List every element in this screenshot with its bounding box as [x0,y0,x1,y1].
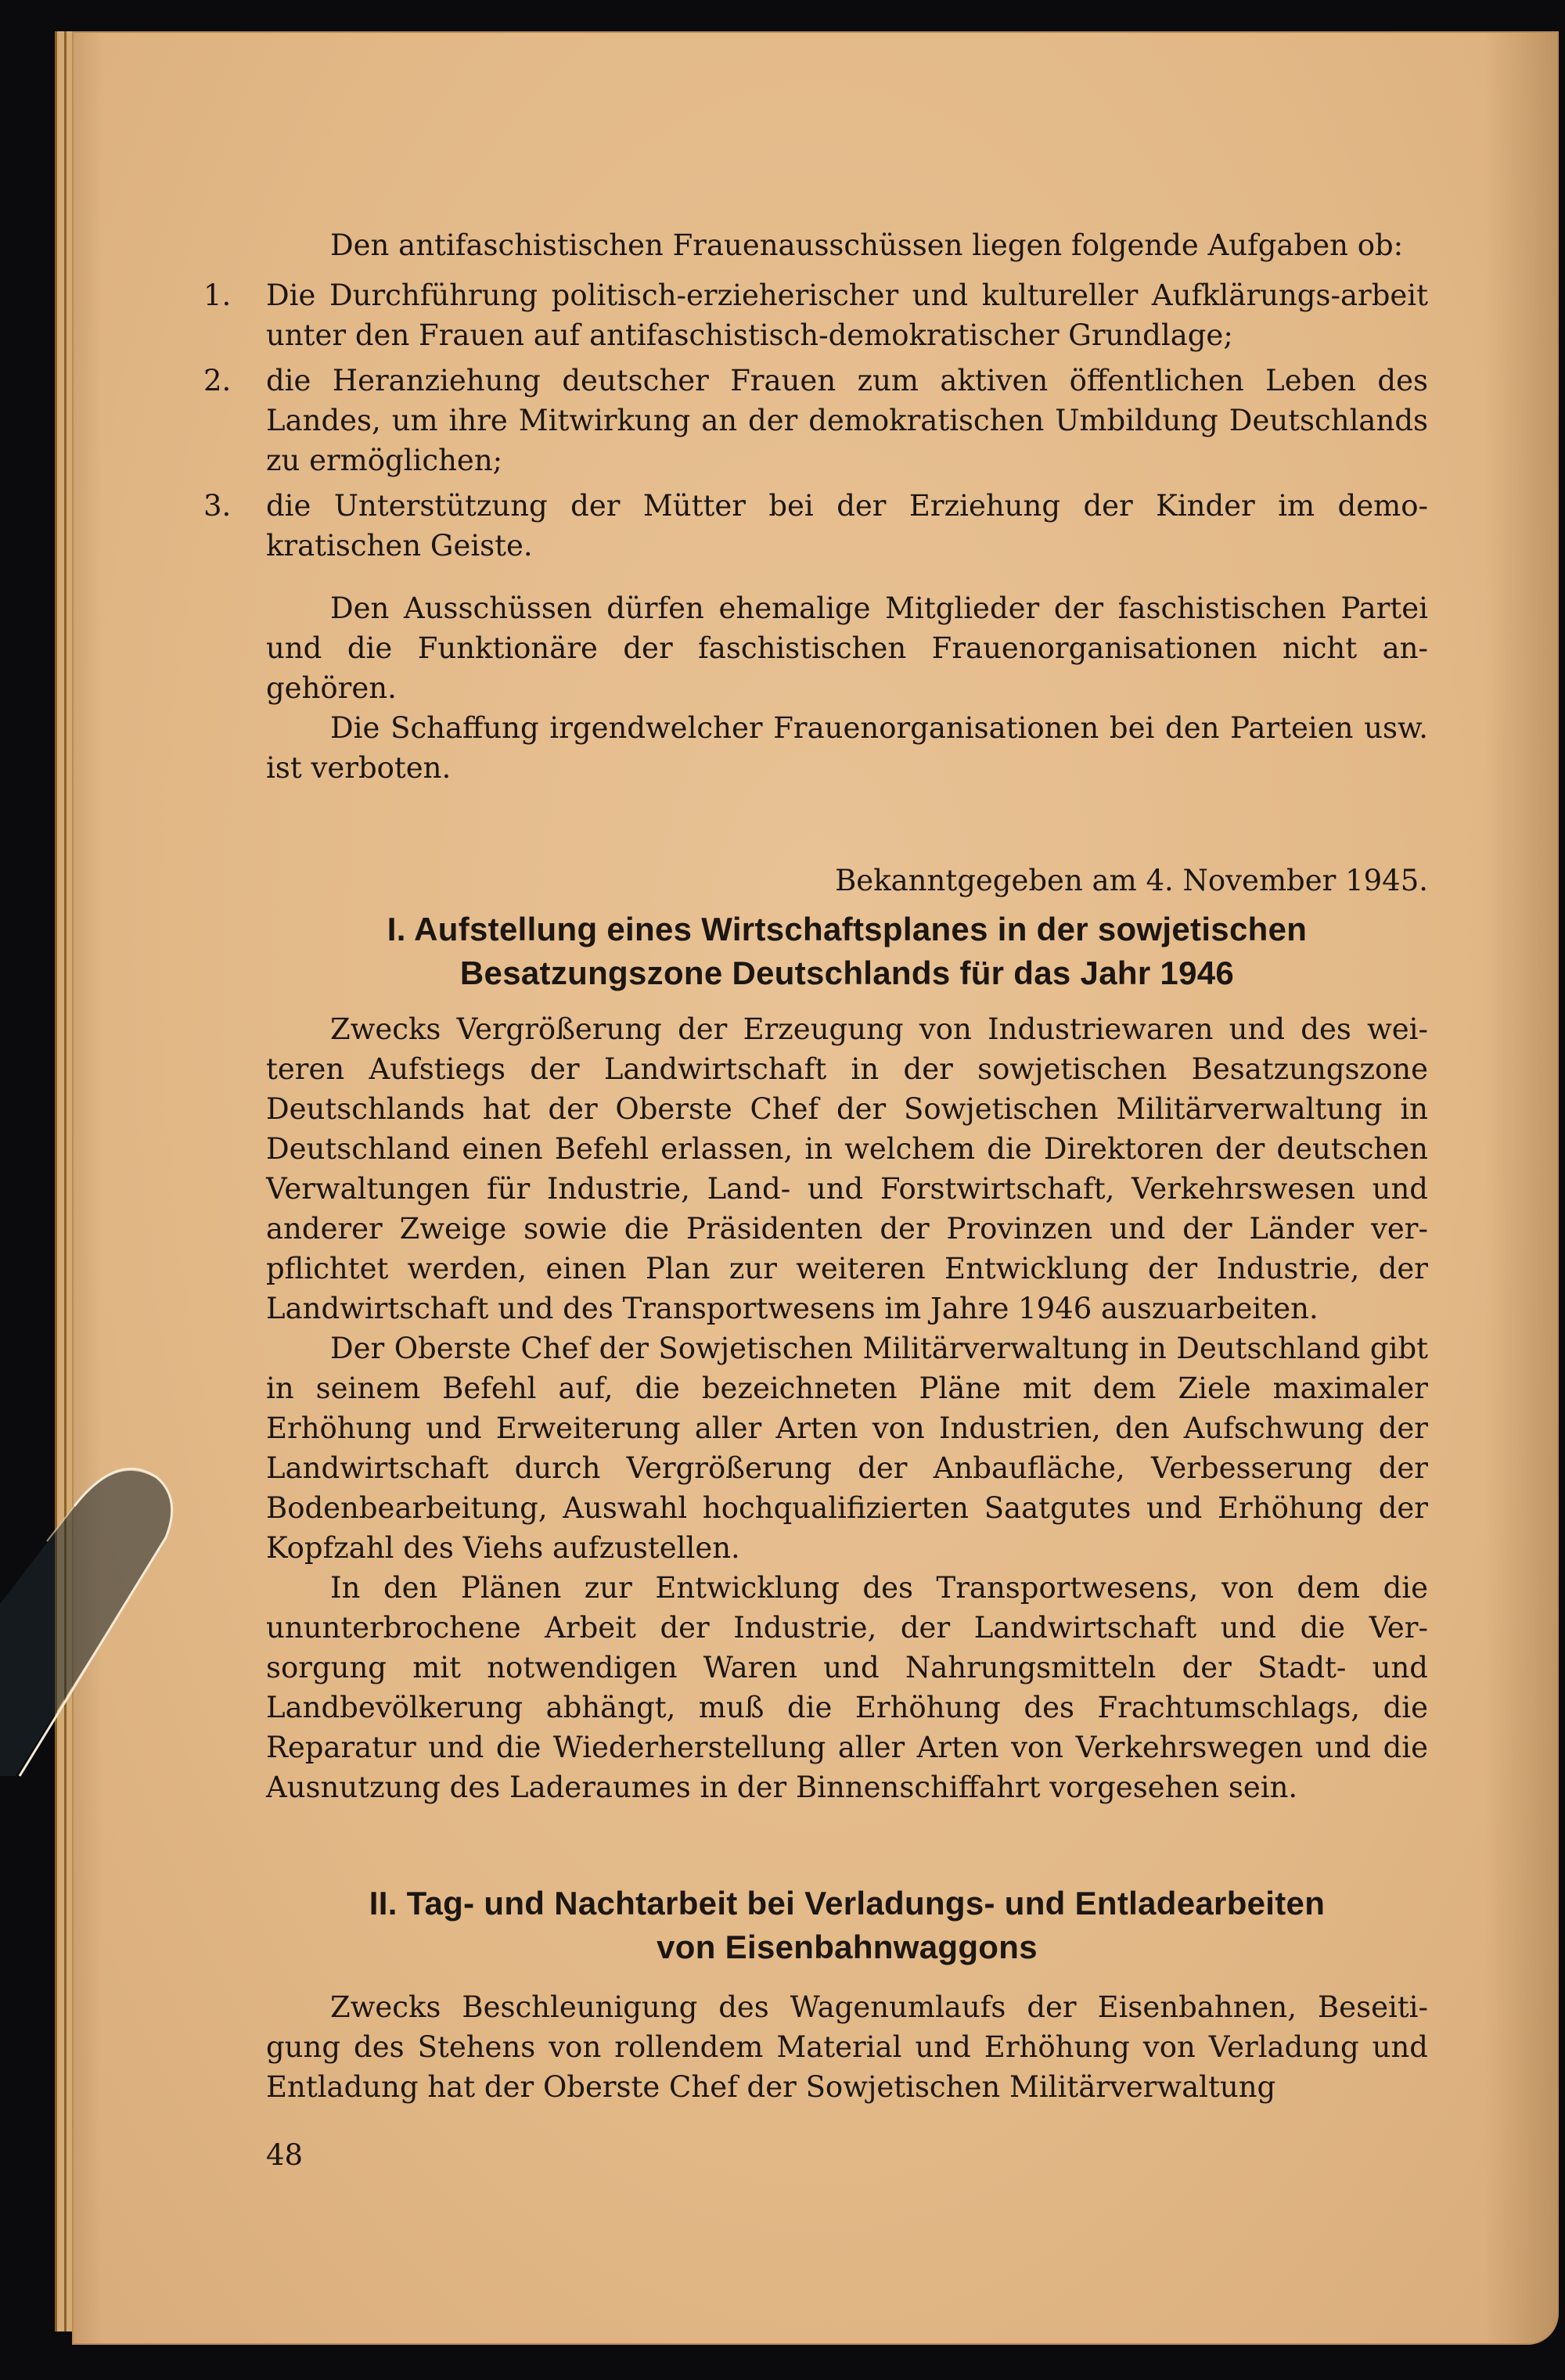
section-1-title-line-1: I. Aufstellung eines Wirtschaftsplanes in der sowjetischen [387,911,1308,947]
page-number: 48 [266,2138,304,2172]
prohibition-paragraph: Die Schaffung irgendwelcher Frauenorganisationen bei den Parteien usw. ist verboten. [266,711,1428,785]
task-text: Die Durchführung politisch-erzieherischer und kultureller Aufklärungs-arbeit unter den Frauen auf antifaschistisch-demokratischer Grundlage; [266,279,1428,352]
intro-block [266,225,1428,265]
section-2-title-line-2: von Eisenbahnwaggons [657,1929,1038,1965]
section-2-paragraph: Zwecks Beschleunigung des Wagenumlaufs der Eisenbahnen, Beseiti-gung des Stehens von rollendem Material und Erhöhung von Verladung und Entladung hat der Oberste Chef der Sowjetischen Militärverwaltung [266,1990,1428,2104]
task-item [203,361,1428,480]
section-1-body [266,1009,1428,1807]
section-1-paragraph: Der Oberste Chef der Sowjetischen Militärverwaltung in Deutschland gibt in seinem Befehl auf, die bezeichneten Pläne mit dem Ziele maximaler Erhöhung und Erweiterung aller Arten von Industrien, den Aufschwung der Landwirtschaft durch Vergrößerung der Anbaufläche, Verbesserung der Bodenbearbeitung, Auswahl hochqualifizierten Saatgutes und Erhöhung der Kopfzahl des Viehs aufzustellen. [266,1332,1428,1565]
section-1-paragraph: Zwecks Vergrößerung der Erzeugung von Industriewaren und des wei-teren Aufstiegs der Landwirtschaft in der sowjetischen Besatzungszone Deutschlands hat der Oberste Chef der Sowjetischen Militärverwaltung in Deutschland einen Befehl erlassen, in welchem die Direktoren der deutschen Verwaltungen für Industrie, Land- und Forstwirtschaft, Verkehrswesen und anderer Zweige sowie die Präsidenten der Provinzen und der Länder ver-pflichtet werden, einen Plan zur weiteren Entwicklung der Industrie, der Landwirtschaft und des Transportwesens im Jahre 1946 auszuarbeiten. [266,1012,1428,1325]
glass-clip-icon [0,1408,188,1784]
task-number: 1. [203,279,232,312]
task-number: 2. [203,364,232,397]
section-2-title-line-1: II. Tag- und Nachtarbeit bei Verladungs- und Entladearbeiten [369,1885,1326,1922]
announcement-date: Bekanntgegeben am 4. November 1945. [835,864,1428,897]
section-1 [266,908,1428,995]
exclusion-block [266,588,1428,788]
task-text: die Heranziehung deutscher Frauen zum aktiven öffentlichen Leben des Landes, um ihre Mitwirkung an der demokratischen Umbildung Deutschlands zu ermöglichen; [266,364,1428,477]
task-list [203,275,1428,566]
announcement-block [266,861,1428,901]
section-2-body [266,1987,1428,2107]
section-2 [266,1882,1428,1969]
exclusion-paragraph: Den Ausschüssen dürfen ehemalige Mitglieder der faschistischen Partei und die Funktionäre der faschistischen Frauenorganisationen nicht an-gehören. [266,591,1428,705]
task-item [203,486,1428,566]
section-1-paragraph: In den Plänen zur Entwicklung des Transportwesens, von dem die ununterbrochene Arbeit der Industrie, der Landwirtschaft und die Ver-sorgung mit notwendigen Waren und Nahrungsmitteln der Stadt- und Landbevölkerung abhängt, muß die Erhöhung des Frachtumschlags, die Reparatur und die Wiederherstellung aller Arten von Verkehrswegen und die Ausnutzung des Laderaumes in der Binnenschiffahrt vorgesehen sein. [266,1571,1428,1804]
intro-text: Den antifaschistischen Frauenausschüssen liegen folgende Aufgaben ob: [330,228,1404,262]
section-1-title-line-2: Besatzungszone Deutschlands für das Jahr 1946 [459,955,1235,991]
task-number: 3. [203,489,232,523]
task-list-block [203,275,1428,571]
task-text: die Unterstützung der Mütter bei der Erziehung der Kinder im demo-kratischen Geiste. [266,489,1428,563]
task-item [203,275,1428,355]
